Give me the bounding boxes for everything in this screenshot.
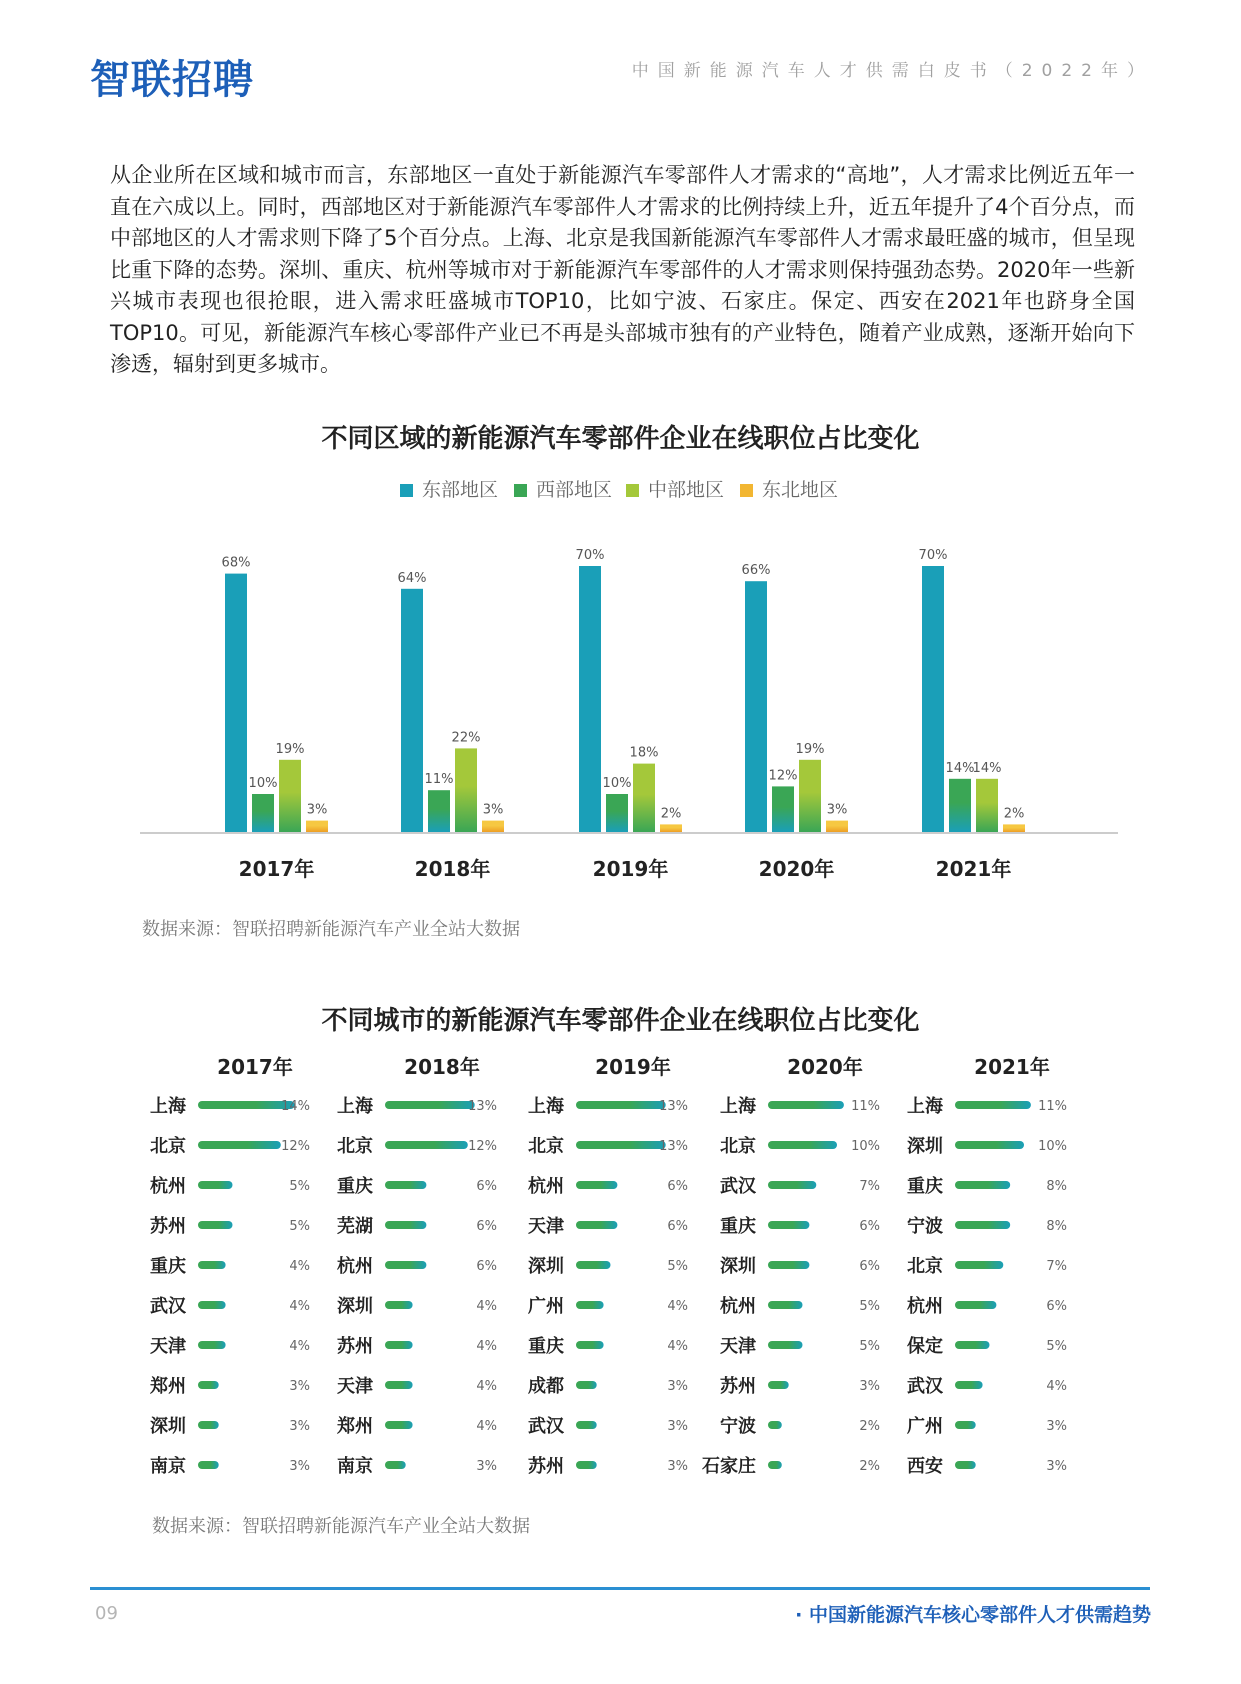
city-bar-3-1	[576, 1101, 666, 1109]
city-label-5-1: 上海	[907, 1096, 943, 1117]
city-value-3-10: 3%	[667, 1459, 688, 1474]
bar-1-1	[225, 574, 247, 832]
city-value-1-1: 14%	[281, 1099, 310, 1114]
bar-3-1	[279, 760, 301, 832]
city-bar-2-5	[385, 1261, 426, 1269]
panel-year-1: 2017年	[217, 1055, 293, 1079]
city-chart-title: 不同城市的新能源汽车零部件企业在线职位占比变化	[321, 1006, 920, 1036]
city-bar-5-6	[955, 1301, 996, 1309]
bar-label-2-1: 10%	[248, 776, 278, 791]
city-label-4-4: 重庆	[720, 1216, 756, 1237]
panel-year-4: 2020年	[787, 1055, 863, 1079]
bar-label-3-4: 19%	[795, 741, 825, 757]
bar-1-5	[922, 566, 944, 832]
city-bar-2-6	[385, 1301, 413, 1309]
city-bar-5-2	[955, 1141, 1024, 1149]
city-bar-2-3	[385, 1181, 426, 1189]
bar-label-3-3: 18%	[629, 745, 659, 761]
city-label-5-6: 杭州	[907, 1296, 943, 1317]
legend-swatch-3	[626, 484, 639, 497]
city-value-5-3: 8%	[1046, 1179, 1067, 1194]
city-value-5-9: 3%	[1046, 1419, 1067, 1434]
city-label-3-6: 广州	[528, 1296, 564, 1317]
x-tick-1: 2017年	[238, 857, 315, 881]
city-label-2-9: 郑州	[337, 1416, 373, 1437]
city-label-3-3: 杭州	[528, 1176, 564, 1197]
city-value-5-4: 8%	[1046, 1219, 1067, 1234]
city-label-3-8: 成都	[528, 1376, 564, 1397]
bar-label-2-2: 11%	[424, 772, 454, 788]
city-label-2-5: 杭州	[337, 1256, 373, 1277]
city-label-2-2: 北京	[337, 1136, 373, 1157]
city-bar-chart	[0, 1050, 1241, 1490]
city-bar-4-10	[768, 1461, 782, 1469]
city-label-4-2: 北京	[720, 1136, 756, 1157]
city-value-2-1: 13%	[468, 1099, 497, 1114]
bar-label-4-2: 3%	[482, 802, 504, 818]
bar-3-2	[455, 748, 477, 832]
city-value-2-8: 4%	[476, 1379, 497, 1394]
city-value-4-7: 5%	[859, 1339, 880, 1354]
city-value-4-5: 6%	[859, 1259, 880, 1274]
city-value-4-1: 11%	[851, 1099, 880, 1114]
region-chart-source: 数据来源：智联招聘新能源汽车产业全站大数据	[142, 919, 520, 940]
city-label-1-6: 武汉	[150, 1296, 186, 1317]
city-bar-4-3	[768, 1181, 816, 1189]
city-value-5-10: 3%	[1046, 1459, 1067, 1474]
bar-4-2	[482, 821, 504, 832]
bar-3-4	[799, 760, 821, 832]
city-label-5-2: 深圳	[907, 1136, 943, 1157]
bar-3-5	[976, 779, 998, 832]
bar-label-4-1: 3%	[306, 802, 328, 818]
bar-label-3-1: 19%	[275, 741, 305, 757]
x-tick-5: 2021年	[935, 857, 1012, 881]
city-value-2-3: 6%	[476, 1179, 497, 1194]
region-chart-title: 不同区域的新能源汽车零部件企业在线职位占比变化	[321, 424, 920, 454]
bar-1-2	[401, 589, 423, 832]
city-bar-1-7	[198, 1341, 226, 1349]
city-value-5-1: 11%	[1038, 1099, 1067, 1114]
city-label-2-10: 南京	[337, 1456, 373, 1477]
city-label-2-3: 重庆	[337, 1176, 373, 1197]
city-label-3-9: 武汉	[528, 1416, 564, 1437]
city-value-2-6: 4%	[476, 1299, 497, 1314]
bar-1-4	[745, 581, 767, 832]
city-label-2-8: 天津	[337, 1376, 373, 1397]
city-label-3-5: 深圳	[528, 1256, 564, 1277]
city-value-4-2: 10%	[851, 1139, 880, 1154]
city-bar-5-7	[955, 1341, 990, 1349]
page-number: 09	[95, 1603, 118, 1624]
city-label-5-8: 武汉	[907, 1376, 943, 1397]
brand-logo: 智联招聘	[90, 57, 254, 103]
city-bar-3-6	[576, 1301, 604, 1309]
city-bar-5-5	[955, 1261, 1003, 1269]
city-label-4-7: 天津	[720, 1336, 756, 1357]
bar-2-3	[606, 794, 628, 832]
bar-2-1	[252, 794, 274, 832]
city-label-3-1: 上海	[528, 1096, 564, 1117]
city-bar-3-4	[576, 1221, 617, 1229]
city-value-5-7: 5%	[1046, 1339, 1067, 1354]
city-label-1-3: 杭州	[150, 1176, 186, 1197]
legend-label-1: 东部地区	[422, 479, 499, 501]
x-tick-4: 2020年	[758, 857, 835, 881]
city-label-4-5: 深圳	[720, 1256, 756, 1277]
city-bar-3-10	[576, 1461, 597, 1469]
city-value-1-6: 4%	[289, 1299, 310, 1314]
city-value-1-2: 12%	[281, 1139, 310, 1154]
city-label-2-6: 深圳	[337, 1296, 373, 1317]
city-bar-2-7	[385, 1341, 413, 1349]
city-label-4-6: 杭州	[720, 1296, 756, 1317]
bar-label-4-5: 2%	[1003, 806, 1025, 822]
city-label-3-7: 重庆	[528, 1336, 564, 1357]
city-bar-2-2	[385, 1141, 468, 1149]
city-label-1-8: 郑州	[150, 1376, 186, 1397]
city-bar-2-4	[385, 1221, 426, 1229]
document-title: 中国新能源汽车人才供需白皮书（2022年）	[631, 61, 1153, 81]
city-bar-5-4	[955, 1221, 1010, 1229]
city-label-3-2: 北京	[528, 1136, 564, 1157]
city-label-4-8: 苏州	[720, 1376, 756, 1397]
city-bar-2-1	[385, 1101, 475, 1109]
bar-label-1-1: 68%	[221, 555, 251, 571]
bar-label-1-4: 66%	[741, 563, 771, 579]
city-bar-1-4	[198, 1221, 233, 1229]
bar-label-4-4: 3%	[826, 802, 848, 818]
city-bar-1-2	[198, 1141, 281, 1149]
city-value-2-4: 6%	[476, 1219, 497, 1234]
city-label-1-5: 重庆	[150, 1256, 186, 1277]
city-value-3-5: 5%	[667, 1259, 688, 1274]
city-bar-3-9	[576, 1421, 597, 1429]
city-bar-1-9	[198, 1421, 219, 1429]
bar-3-3	[633, 764, 655, 832]
bar-label-3-5: 14%	[972, 760, 1002, 776]
city-value-5-2: 10%	[1038, 1139, 1067, 1154]
intro-paragraph: 从企业所在区域和城市而言，东部地区一直处于新能源汽车零部件人才需求的“高地”，人才需求比例近五年一直在六成以上。同时，西部地区对于新能源汽车零部件人才需求的比例持续上升，近五年提升了4个百分点，而中部地区的人才需求则下降了5个百分点。上海、北京是我国新能源汽车零部件人才需求最旺盛的城市，但呈现比重下降的态势。深圳、重庆、杭州等城市对于新能源汽车零部件的人才需求则保持强劲态势。2020年一些新兴城市表现也很抢眼，进入需求旺盛城市TOP10，比如宁波、石家庄。保定、西安在2021年也跻身全国TOP10。可见，新能源汽车核心零部件产业已不再是头部城市独有的产业特色，随着产业成熟，逐渐开始向下渗透，辐射到更多城市。	[110, 163, 1135, 376]
city-bar-3-2	[576, 1141, 666, 1149]
legend-swatch-2	[514, 484, 527, 497]
city-value-4-6: 5%	[859, 1299, 880, 1314]
city-value-5-8: 4%	[1046, 1379, 1067, 1394]
legend-swatch-4	[740, 484, 753, 497]
city-value-1-4: 5%	[289, 1219, 310, 1234]
city-label-1-9: 深圳	[150, 1416, 186, 1437]
bar-2-4	[772, 786, 794, 832]
bar-label-4-3: 2%	[660, 806, 682, 822]
bar-label-1-2: 64%	[397, 570, 427, 586]
legend-label-2: 西部地区	[536, 479, 613, 501]
city-value-3-6: 4%	[667, 1299, 688, 1314]
x-tick-2: 2018年	[414, 857, 491, 881]
city-value-1-3: 5%	[289, 1179, 310, 1194]
city-label-3-10: 苏州	[528, 1456, 564, 1477]
city-label-1-2: 北京	[150, 1136, 186, 1157]
legend-swatch-1	[400, 484, 413, 497]
city-bar-2-10	[385, 1461, 406, 1469]
city-label-2-4: 芜湖	[337, 1216, 373, 1237]
city-value-1-7: 4%	[289, 1339, 310, 1354]
city-label-4-3: 武汉	[720, 1176, 756, 1197]
panel-year-5: 2021年	[974, 1055, 1050, 1079]
footer-divider	[90, 1587, 1150, 1590]
bar-label-1-3: 70%	[575, 548, 605, 563]
city-bar-4-5	[768, 1261, 809, 1269]
city-bar-5-10	[955, 1461, 976, 1469]
city-bar-3-8	[576, 1381, 597, 1389]
bar-4-1	[306, 821, 328, 832]
bar-label-2-5: 14%	[945, 760, 975, 776]
city-value-3-8: 3%	[667, 1379, 688, 1394]
bar-2-5	[949, 779, 971, 832]
city-bar-4-2	[768, 1141, 837, 1149]
city-value-5-6: 6%	[1046, 1299, 1067, 1314]
bar-label-2-4: 12%	[768, 768, 798, 784]
city-value-1-9: 3%	[289, 1419, 310, 1434]
footer-section-title: · 中国新能源汽车核心零部件人才供需趋势	[795, 1604, 1151, 1626]
city-label-4-10: 石家庄	[702, 1456, 756, 1477]
city-bar-2-8	[385, 1381, 413, 1389]
city-label-1-1: 上海	[150, 1096, 186, 1117]
city-bar-4-7	[768, 1341, 803, 1349]
city-label-1-7: 天津	[150, 1336, 186, 1357]
legend-label-3: 中部地区	[648, 479, 725, 501]
city-value-4-4: 6%	[859, 1219, 880, 1234]
city-value-3-7: 4%	[667, 1339, 688, 1354]
panel-year-3: 2019年	[595, 1055, 671, 1079]
city-bar-1-6	[198, 1301, 226, 1309]
city-bar-1-5	[198, 1261, 226, 1269]
city-label-4-9: 宁波	[720, 1416, 756, 1437]
city-label-1-4: 苏州	[150, 1216, 186, 1237]
city-value-3-9: 3%	[667, 1419, 688, 1434]
city-bar-4-1	[768, 1101, 844, 1109]
bar-1-3	[579, 566, 601, 832]
city-value-2-7: 4%	[476, 1339, 497, 1354]
city-label-5-9: 广州	[907, 1416, 943, 1437]
city-bar-4-6	[768, 1301, 803, 1309]
city-value-3-4: 6%	[667, 1219, 688, 1234]
city-bar-4-8	[768, 1381, 789, 1389]
city-bar-4-4	[768, 1221, 809, 1229]
city-label-5-4: 宁波	[907, 1216, 943, 1237]
city-value-4-10: 2%	[859, 1459, 880, 1474]
city-label-2-1: 上海	[337, 1096, 373, 1117]
city-bar-1-8	[198, 1381, 219, 1389]
city-label-5-10: 西安	[907, 1456, 943, 1477]
city-chart-source: 数据来源：智联招聘新能源汽车产业全站大数据	[152, 1516, 530, 1537]
city-value-1-10: 3%	[289, 1459, 310, 1474]
city-bar-5-9	[955, 1421, 976, 1429]
city-label-5-7: 保定	[907, 1336, 943, 1357]
city-bar-2-9	[385, 1421, 413, 1429]
city-label-2-7: 苏州	[337, 1336, 373, 1357]
bar-4-3	[660, 824, 682, 832]
city-value-3-1: 13%	[659, 1099, 688, 1114]
city-value-2-9: 4%	[476, 1419, 497, 1434]
bar-label-2-3: 10%	[602, 776, 632, 791]
city-value-1-8: 3%	[289, 1379, 310, 1394]
city-bar-1-10	[198, 1461, 219, 1469]
city-label-5-3: 重庆	[907, 1176, 943, 1197]
legend-label-4: 东北地区	[762, 479, 839, 501]
city-label-4-1: 上海	[720, 1096, 756, 1117]
city-value-5-5: 7%	[1046, 1259, 1067, 1274]
city-bar-4-9	[768, 1421, 782, 1429]
city-bar-5-8	[955, 1381, 983, 1389]
city-value-3-2: 13%	[659, 1139, 688, 1154]
city-bar-3-7	[576, 1341, 604, 1349]
city-value-2-2: 12%	[468, 1139, 497, 1154]
city-value-2-5: 6%	[476, 1259, 497, 1274]
city-bar-1-3	[198, 1181, 233, 1189]
city-label-3-4: 天津	[528, 1216, 564, 1237]
city-bar-3-5	[576, 1261, 611, 1269]
bar-2-2	[428, 790, 450, 832]
city-value-4-8: 3%	[859, 1379, 880, 1394]
city-bar-5-3	[955, 1181, 1010, 1189]
city-value-4-9: 2%	[859, 1419, 880, 1434]
city-label-1-10: 南京	[150, 1456, 186, 1477]
x-tick-3: 2019年	[592, 857, 669, 881]
city-value-3-3: 6%	[667, 1179, 688, 1194]
bar-4-4	[826, 821, 848, 832]
city-bar-3-3	[576, 1181, 617, 1189]
city-label-5-5: 北京	[907, 1256, 943, 1277]
region-bar-chart	[0, 470, 1241, 890]
city-value-1-5: 4%	[289, 1259, 310, 1274]
city-bar-5-1	[955, 1101, 1031, 1109]
city-value-4-3: 7%	[859, 1179, 880, 1194]
panel-year-2: 2018年	[404, 1055, 480, 1079]
bar-4-5	[1003, 824, 1025, 832]
city-value-2-10: 3%	[476, 1459, 497, 1474]
bar-label-3-2: 22%	[451, 730, 481, 746]
bar-label-1-5: 70%	[918, 548, 948, 563]
